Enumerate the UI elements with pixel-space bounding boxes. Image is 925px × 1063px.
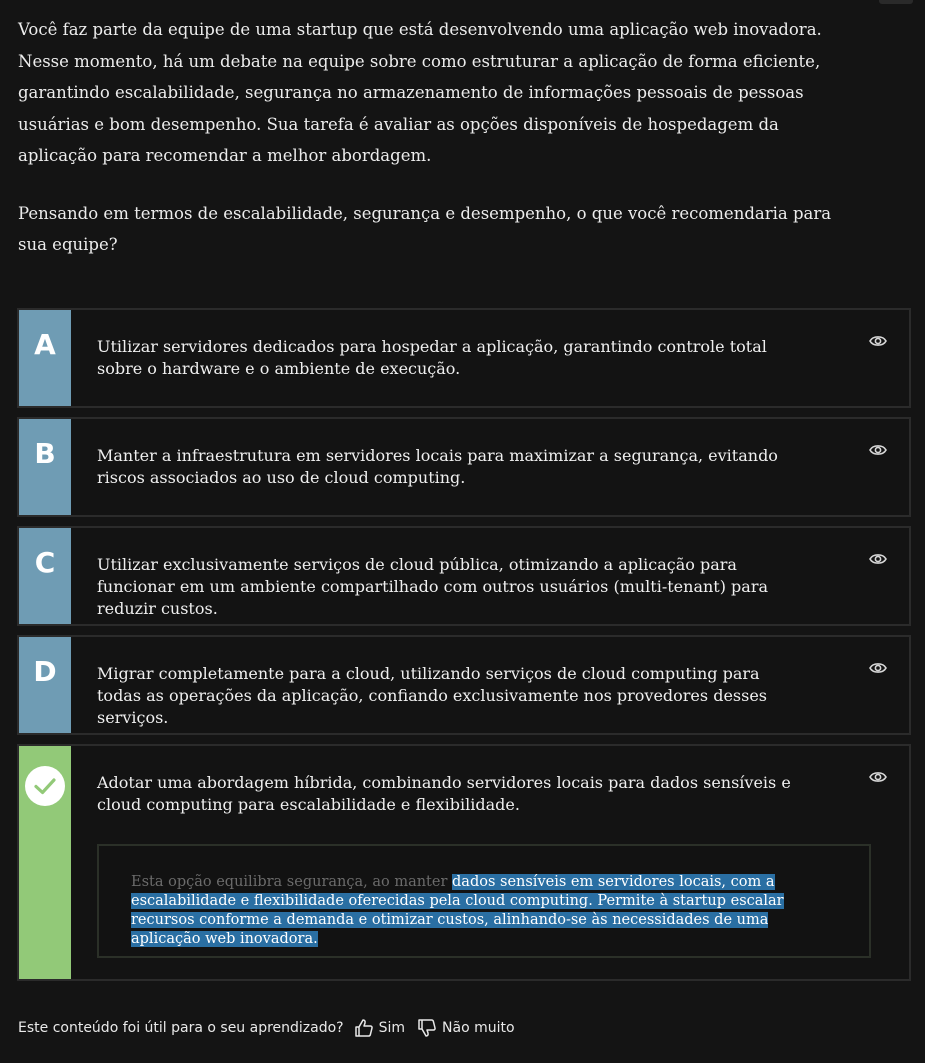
option-a[interactable] <box>17 308 911 408</box>
question-statement <box>18 14 838 261</box>
option-b-letter-bar <box>19 419 71 515</box>
thumbs-down-icon <box>417 1018 437 1038</box>
eye-icon[interactable] <box>869 443 887 457</box>
option-text: Migrar completamente para a cloud, utilizando serviços de cloud computing para todas as operações da aplicação, confiando exclusivamente nos provedores desses serviços. <box>97 664 768 727</box>
option-a-letter-bar <box>19 310 71 406</box>
option-text: Adotar uma abordagem híbrida, combinando servidores locais para dados sensíveis e cloud computing para escalabilidade e flexibilidade. <box>97 773 791 814</box>
helpful-yes-button[interactable] <box>354 1018 405 1038</box>
option-letter: A <box>34 328 56 361</box>
helpful-no-button[interactable] <box>417 1018 515 1038</box>
helpful-prompt: Este conteúdo foi útil para o seu aprendizado? <box>18 1020 344 1036</box>
question-paragraph-1: Você faz parte da equipe de uma startup que está desenvolvendo uma aplicação web inovadora. Nesse momento, há um debate na equipe sobre como estruturar a aplicação de forma eficiente, garantindo escalabilidade, segurança no armazenamento de informações pessoais de pessoas usuárias e bom desempenho. Sua tarefa é avaliar as opções disponíveis de hospedagem da aplicação para recomendar a melhor abordagem. <box>18 20 822 165</box>
option-d[interactable] <box>17 635 911 735</box>
top-corner-tab <box>879 0 913 4</box>
eye-icon[interactable] <box>869 661 887 675</box>
thumbs-up-icon <box>354 1018 374 1038</box>
option-letter: B <box>34 437 56 470</box>
eye-icon[interactable] <box>869 770 887 784</box>
answer-feedback-text <box>131 873 841 949</box>
eye-icon[interactable] <box>869 334 887 348</box>
question-paragraph-2: Pensando em termos de escalabilidade, segurança e desempenho, o que você recomendaria para sua equipe? <box>18 203 832 254</box>
feedback-prefix: Esta opção equilibra segurança, ao manter <box>131 874 453 890</box>
option-text: Utilizar servidores dedicados para hospedar a aplicação, garantindo controle total sobre o hardware e o ambiente de execução. <box>97 337 767 378</box>
helpful-no-label: Não muito <box>442 1020 515 1036</box>
option-c[interactable] <box>17 526 911 626</box>
eye-icon[interactable] <box>869 552 887 566</box>
helpful-yes-label: Sim <box>378 1020 406 1036</box>
option-letter: D <box>33 655 57 688</box>
answer-feedback-box <box>97 844 871 958</box>
option-d-letter-bar <box>19 637 71 733</box>
option-text: Manter a infraestrutura em servidores locais para maximizar a segurança, evitando riscos associados ao uso de cloud computing. <box>97 446 778 487</box>
feedback-footer <box>18 1016 515 1040</box>
check-circle-icon <box>25 766 65 806</box>
option-b[interactable] <box>17 417 911 517</box>
feedback-selected-text[interactable]: dados sensíveis em servidores locais, com a escalabilidade e flexibilidade oferecidas pela cloud computing. Permite à startup escalar recursos conforme a demanda e otimizar custos, alinhando-se às necessidades de uma aplicação web inovadora. <box>131 874 784 947</box>
option-letter: C <box>34 546 56 579</box>
option-c-letter-bar <box>19 528 71 624</box>
option-e-correct[interactable] <box>17 744 911 981</box>
option-e-correct-bar <box>19 746 71 979</box>
option-text: Utilizar exclusivamente serviços de cloud pública, otimizando a aplicação para funcionar em um ambiente compartilhado com outros usuários (multi-tenant) para reduzir custos. <box>97 555 769 618</box>
